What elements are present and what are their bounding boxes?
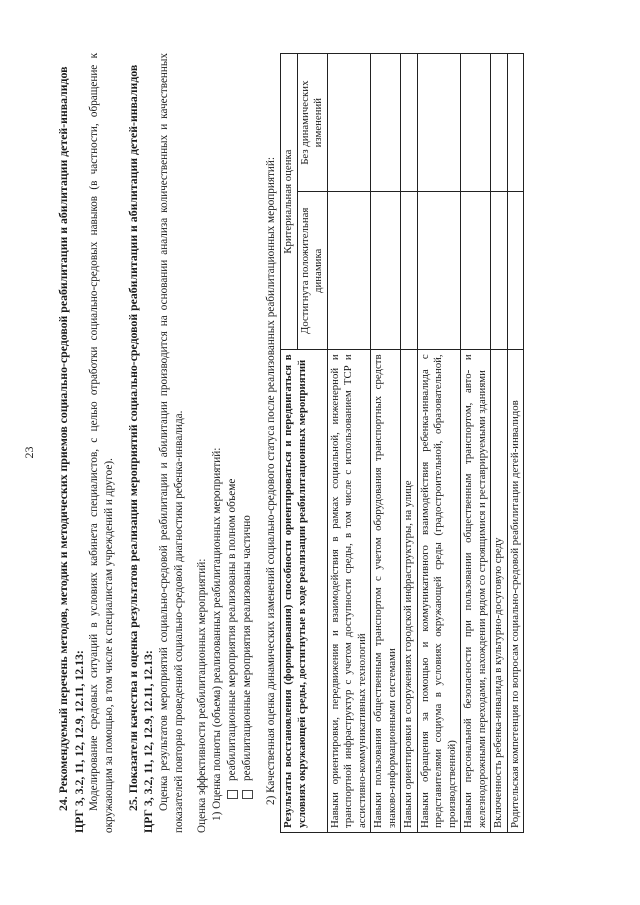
table-row (327, 54, 370, 833)
checkbox-icon[interactable] (227, 790, 238, 799)
section-24-text: Моделирование средовых ситуаций в условиях кабинета специалистов, с целью отработки социально-средовых навыков (в частности, обращение к окружающим за помощью, в том числе к специалистам учреждений и другое). (88, 53, 115, 833)
row-label: Навыки пользования общественным транспортом с учетом оборудования транспортных средств знаково-информационными системами (371, 350, 401, 833)
col-positive-header: Достигнута положительная динамика (297, 192, 327, 350)
section-25-text: Оценка результатов мероприятий социально-средовой реабилитации и абилитации производится на основании анализа количественных и качественных показателей повторно проведенной социально-средовой диагностики ребенка-инвалида. (157, 53, 185, 833)
cell-nochange[interactable] (491, 54, 507, 192)
row-label: Родительская компетенция по вопросам социально-средовой реабилитации детей-инвалидов (507, 350, 523, 833)
row-label: Навыки обращения за помощью и коммуникативного взаимодействия ребенка-инвалида с представителями социума в условиях окружающей среды (градостроительной, образовательной, производственной) (417, 350, 460, 833)
row-label: Навыки ориентировки, передвижения и взаимодействия в рамках социальной, инженерной и транспортной инфраструктур с учетом доступности среды, в том числе с использованием ТСР и ассистивно-коммуникативных технологий (327, 350, 370, 833)
col-nochange-header: Без динамических изменений (297, 54, 327, 192)
section-25-title: 25. Показатели качества и оценка результатов реализации мероприятий социально-средовой реабилитации и абилитации детей-инвалидов (125, 64, 140, 811)
table-row (461, 54, 491, 833)
table-row (371, 54, 401, 833)
section-25-codes: ЦРГ 3, 3.2, 11, 12, 12.9, 12.11, 12.13: (141, 650, 156, 833)
cell-nochange[interactable] (327, 54, 370, 192)
option-partial-label: реабилитационные мероприятия реализованы частично (240, 515, 253, 781)
cell-nochange[interactable] (507, 54, 523, 192)
cell-positive[interactable] (507, 192, 523, 350)
table-row (417, 54, 460, 833)
option-full[interactable] (225, 53, 240, 833)
row-label: Навыки персональной безопасности при пользовании общественным транспортом, авто- и железнодорожными переходами, нахождении рядом со строящимися и реставрируемыми зданиями (461, 350, 491, 833)
table-row (401, 54, 417, 833)
cell-positive[interactable] (371, 192, 401, 350)
table-row (491, 54, 507, 833)
cell-positive[interactable] (417, 192, 460, 350)
cell-nochange[interactable] (371, 54, 401, 192)
cell-positive[interactable] (401, 192, 417, 350)
cell-nochange[interactable] (417, 54, 460, 192)
row-label: Включенность ребенка-инвалида в культурно-досуговую среду (491, 350, 507, 833)
option-full-label: реабилитационные мероприятия реализованы в полном объеме (225, 478, 238, 781)
cell-positive[interactable] (327, 192, 370, 350)
effectiveness-item-1: 1) Оценка полноты (объема) реализованных реабилитационных мероприятий: (211, 447, 224, 821)
col-group-header: Критериальная оценка (281, 54, 297, 350)
table-header-row (281, 54, 297, 833)
cell-positive[interactable] (491, 192, 507, 350)
effectiveness-item-2: 2) Качественная оценка динамических изменений социально-средового статуса после реализованных реабилитационных мероприятий: (264, 157, 277, 805)
page-content (56, 53, 524, 833)
section-24-title: 24. Рекомендуемый перечень методов, методик и методических приемов социально-средовой реабилитации и абилитации детей-инвалидов (56, 66, 70, 811)
row-label: Навыки ориентировки в сооружениях городской инфраструктуры, на улице (401, 350, 417, 833)
page-number: 23 (22, 446, 36, 459)
col-results-header: Результаты восстановления (формирования) способности ориентироваться и передвигаться в условиях окружающей среды, достигнутые в ходе реализации реабилитационных мероприятий (281, 350, 327, 833)
cell-positive[interactable] (461, 192, 491, 350)
evaluation-table (280, 53, 524, 833)
checkbox-icon[interactable] (242, 790, 253, 799)
section-24-codes: ЦРГ 3, 3.2, 11, 12, 12.9, 12.11, 12.13: (71, 650, 86, 833)
effectiveness-title: Оценка эффективности реабилитационных мероприятий: (196, 558, 209, 833)
cell-nochange[interactable] (401, 54, 417, 192)
option-partial[interactable] (240, 53, 255, 833)
cell-nochange[interactable] (461, 54, 491, 192)
table-row (507, 54, 523, 833)
